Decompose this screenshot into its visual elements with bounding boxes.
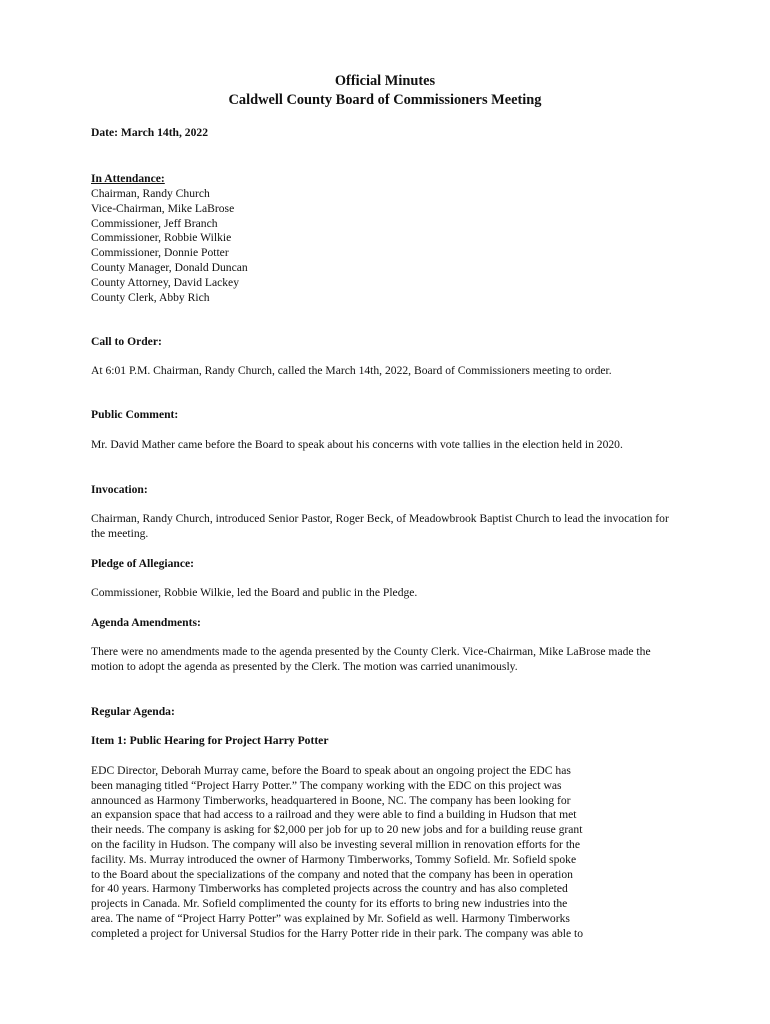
item1-heading: Item 1: Public Hearing for Project Harry Potter [91, 734, 329, 747]
item1-line: to the Board about the specializations of the company and noted that the company has been in operation [91, 867, 573, 881]
item1-body [91, 764, 683, 942]
item1-line: their needs. The company is asking for $2,000 per job for up to 20 new jobs and for a building reuse grant [91, 823, 583, 837]
attendee: County Manager, Donald Duncan [91, 260, 248, 274]
item1-line: area. The name of “Project Harry Potter” was explained by Mr. Sofield as well. Harmony Timberworks [91, 911, 570, 925]
amendments-text: There were no amendments made to the agenda presented by the County Clerk. Vice-Chairman, Mike LaBrose made the motion to adopt the agenda as presented by the Clerk. The motion was carried unanimously. [91, 645, 651, 673]
item1-line: projects in Canada. Mr. Sofield complimented the county for its efforts to bring new industries into the [91, 897, 568, 911]
attendee: Commissioner, Jeff Branch [91, 216, 218, 230]
public-comment-heading: Public Comment: [91, 408, 179, 421]
invocation-heading: Invocation: [91, 483, 148, 496]
invocation-text: Chairman, Randy Church, introduced Senior Pastor, Roger Beck, of Meadowbrook Baptist Church to lead the invocation for the meeting. [91, 512, 669, 540]
pledge-text: Commissioner, Robbie Wilkie, led the Board and public in the Pledge. [91, 586, 418, 599]
attendee: County Attorney, David Lackey [91, 275, 240, 289]
item1-line: for 40 years. Harmony Timberworks has completed projects across the country and has also completed [91, 882, 568, 896]
item1-line: an expansion space that had access to a railroad and they were able to find a building in Hudson that met [91, 808, 577, 822]
attendee: Chairman, Randy Church [91, 187, 210, 200]
regular-agenda-heading: Regular Agenda: [91, 705, 175, 718]
document-title: Official Minutes [334, 73, 436, 89]
attendee: Vice-Chairman, Mike LaBrose [91, 201, 235, 215]
item1-line: on the facility in Hudson. The company will also be investing several million in renovation efforts for the [91, 837, 580, 851]
attendee: County Clerk, Abby Rich [91, 290, 210, 304]
call-to-order-heading: Call to Order: [91, 335, 162, 348]
pledge-heading: Pledge of Allegiance: [91, 557, 195, 570]
call-to-order-text: At 6:01 P.M. Chairman, Randy Church, called the March 14th, 2022, Board of Commissioners meeting to order. [91, 364, 612, 377]
item1-line: completed a project for Universal Studios for the Harry Potter ride in their park. The company was able to [91, 926, 584, 940]
meeting-date: Date: March 14th, 2022 [91, 126, 208, 139]
document-subtitle: Caldwell County Board of Commissioners Meeting [228, 92, 542, 108]
item1-line: announced as Harmony Timberworks, headquartered in Boone, NC. The company has been looking for [91, 793, 571, 807]
attendee: Commissioner, Donnie Potter [91, 246, 229, 260]
item1-line: been managing titled “Project Harry Potter.” The company working with the EDC on this project was [91, 778, 562, 792]
item1-line: EDC Director, Deborah Murray came, before the Board to speak about an ongoing project the EDC has [91, 764, 571, 777]
attendee: Commissioner, Robbie Wilkie [91, 231, 232, 245]
item1-line: facility. Ms. Murray introduced the owner of Harmony Timberworks, Tommy Sofield. Mr. Sofield spoke [91, 852, 577, 866]
amendments-heading: Agenda Amendments: [91, 616, 201, 629]
attendance-heading: In Attendance: [91, 172, 165, 185]
attendance-list [91, 187, 683, 305]
public-comment-text: Mr. David Mather came before the Board to speak about his concerns with vote tallies in the election held in 2020. [91, 438, 623, 451]
